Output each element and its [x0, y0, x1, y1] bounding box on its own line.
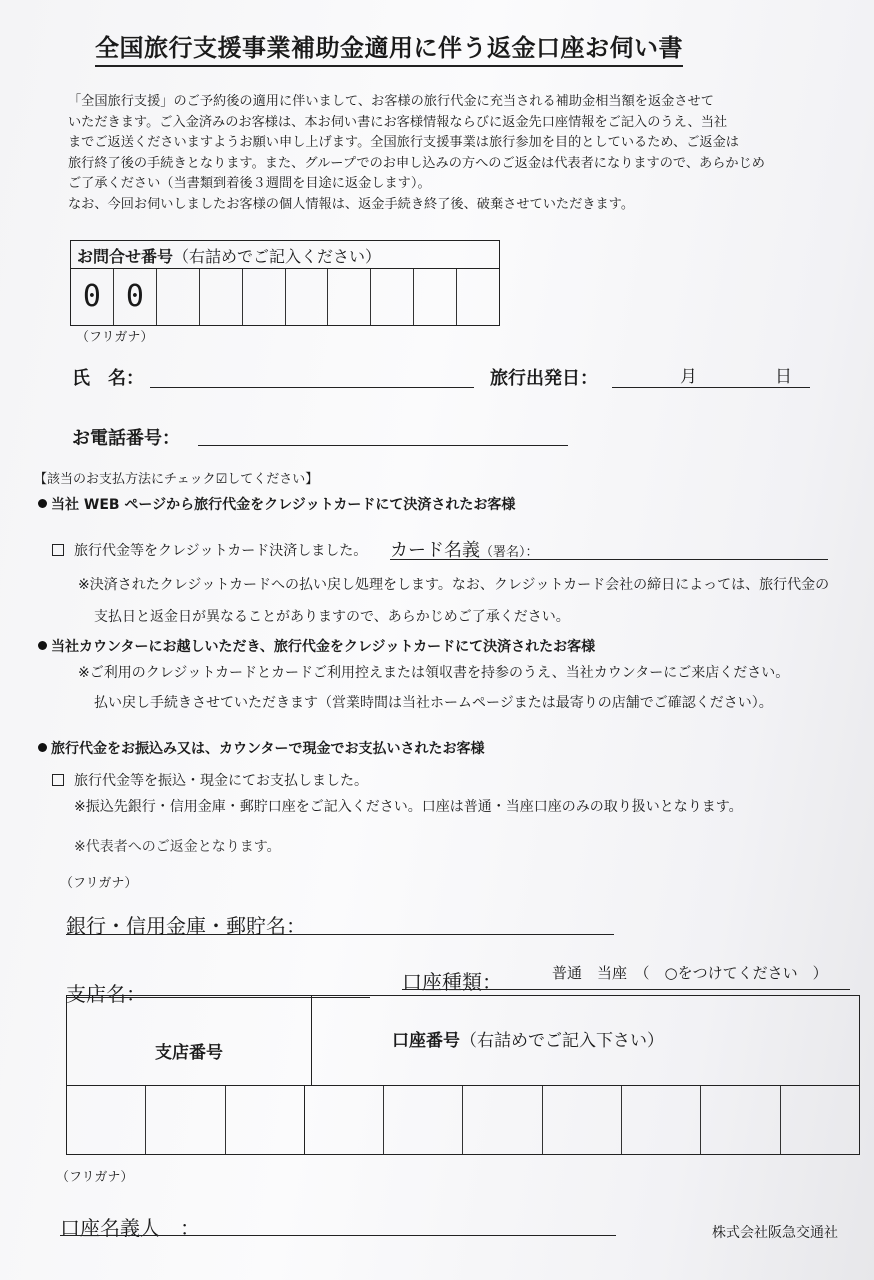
section-transfer-heading [38, 738, 484, 758]
card-name-field[interactable] [390, 536, 828, 560]
account-holder-field[interactable] [60, 1206, 616, 1236]
account-digit-cell[interactable] [305, 1086, 384, 1154]
phone-label: お電話番号： [72, 428, 180, 449]
section-web-heading [38, 494, 515, 514]
section-transfer-heading-text: 旅行代金をお振込み又は、カウンターで現金でお支払いされたお客様 [51, 741, 485, 757]
branch-name-label: 支店名： [66, 982, 146, 1006]
account-holder-label: 口座名義人 ： [60, 1216, 200, 1240]
web-note-line2: 支払日と返金日が異なることがありますので、あらかじめご了承ください。 [94, 609, 570, 625]
account-table-header [67, 996, 859, 1086]
name-label: 氏 名： [72, 368, 144, 389]
intro-line: いただきます。ご入金済みのお客様は、本お伺い書にお客様情報ならびに返金先口座情報をご記入のうえ、当社 [68, 114, 728, 130]
bullet-icon [38, 641, 47, 650]
section-counter-card-heading-text: 当社カウンターにお越しいただき、旅行代金をクレジットカードにて決済されたお客様 [51, 639, 596, 655]
inquiry-digit-cell[interactable] [200, 269, 243, 325]
bank-name-label: 銀行・信用金庫・郵貯名： [66, 914, 306, 938]
counter-card-note-line2: 払い戻し手続きさせていただきます（営業時間は当社ホームページまたは最寄りの店舗でご確認ください）。 [94, 695, 773, 711]
intro-line: 旅行終了後の手続きとなります。また、グループでのお申し込みの方へのご返金は代表者になりますので、あらかじめ [68, 155, 765, 171]
transfer-note-line1: ※振込先銀行・信用金庫・郵貯口座をご記入ください。口座は普通・当座口座のみの取り扱いとなります。 [74, 799, 743, 815]
account-digit-cell[interactable] [701, 1086, 780, 1154]
account-number-note: （右詰めでご記入下さい） [460, 1031, 664, 1051]
bank-name-field[interactable] [66, 905, 614, 935]
bullet-icon [38, 499, 47, 508]
account-type-label: 口座種類： [402, 970, 502, 994]
page-title: 全国旅行支援事業補助金適用に伴う返金口座お伺い書 [95, 28, 683, 67]
inquiry-digit-cell[interactable]: 0 [114, 269, 157, 325]
inquiry-digit-cell[interactable]: 0 [71, 269, 114, 325]
card-name-note: （署名）： [480, 545, 539, 560]
inquiry-digit-cell[interactable] [157, 269, 200, 325]
intro-line: までご返送くださいますようお願い申し上げます。全国旅行支援事業は旅行参加を目的としているため、ご返金は [68, 135, 739, 150]
inquiry-digit-cell[interactable] [371, 269, 414, 325]
account-table [66, 995, 860, 1155]
account-type-options[interactable]: 普通 当座 （ ○をつけてください ） [552, 964, 828, 982]
day-label: 日 [775, 367, 792, 387]
departure-date-label: 旅行出発日： [490, 368, 598, 389]
month-label: 月 [680, 367, 697, 387]
section-web-heading-text: 当社 WEB ページから旅行代金をクレジットカードにて決済されたお客様 [51, 497, 516, 513]
bullet-icon [38, 743, 47, 752]
account-digit-cell[interactable] [384, 1086, 463, 1154]
branch-number-header: 支店番号 [67, 996, 312, 1085]
web-note-line1: ※決済されたクレジットカードへの払い戻し処理をします。なお、クレジットカード会社の締日によっては、旅行代金の [78, 577, 830, 593]
inquiry-number-header [71, 241, 499, 269]
account-digit-cell[interactable] [781, 1086, 859, 1154]
transfer-checkbox-label: 旅行代金等を振込・現金にてお支払しました。 [74, 773, 368, 789]
inquiry-digit-cell[interactable] [457, 269, 499, 325]
inquiry-digit-cell[interactable] [286, 269, 329, 325]
branch-digit-cell[interactable] [226, 1086, 305, 1154]
intro-line: ご了承ください（当書類到着後３週間を目途に返金します）。 [68, 176, 431, 191]
transfer-checkbox[interactable] [52, 774, 64, 786]
account-digit-cell[interactable] [463, 1086, 542, 1154]
bank-furigana-label: （フリガナ） [60, 876, 138, 891]
web-card-checkbox[interactable] [52, 544, 64, 556]
inquiry-number-cells [71, 269, 499, 325]
transfer-note-line2: ※代表者へのご返金となります。 [74, 839, 281, 855]
intro-line: なお、今回お伺いしましたお客様の個人情報は、返金手続き終了後、破棄させていただきます。 [68, 196, 635, 212]
account-digit-cell[interactable] [543, 1086, 622, 1154]
account-number-label: 口座番号 [392, 1031, 460, 1051]
inquiry-digit-cell[interactable] [328, 269, 371, 325]
account-type-underline [402, 962, 850, 990]
web-card-checkbox-row [52, 540, 367, 560]
inquiry-digit-cell[interactable] [414, 269, 457, 325]
card-name-label: カード名義 [390, 540, 480, 561]
name-field[interactable] [150, 364, 474, 388]
section-counter-card-heading [38, 636, 595, 656]
payment-instruction: 【該当のお支払方法にチェック☑してください】 [34, 472, 319, 487]
inquiry-number-label: お問合せ番号 [77, 247, 174, 266]
branch-digit-cell[interactable] [67, 1086, 146, 1154]
branch-digit-cell[interactable] [146, 1086, 225, 1154]
account-digit-cell[interactable] [622, 1086, 701, 1154]
inquiry-number-box [70, 240, 500, 326]
company-name: 株式会社阪急交通社 [712, 1225, 838, 1241]
counter-card-note-line1: ※ご利用のクレジットカードとカードご利用控えまたは領収書を持参のうえ、当社カウンターにご来店ください。 [78, 665, 790, 681]
account-table-cells [67, 1086, 859, 1154]
phone-field[interactable] [198, 422, 568, 446]
transfer-checkbox-row [52, 770, 368, 790]
web-card-checkbox-label: 旅行代金等をクレジットカード決済しました。 [74, 543, 368, 559]
intro-text [68, 92, 828, 215]
name-furigana-label: （フリガナ） [76, 330, 154, 345]
inquiry-number-note: （右詰めでご記入ください） [173, 247, 382, 266]
intro-line: 「全国旅行支援」のご予約後の適用に伴いまして、お客様の旅行代金に充当される補助金相当額を返金させて [68, 94, 714, 109]
account-number-header [312, 996, 859, 1085]
inquiry-digit-cell[interactable] [243, 269, 286, 325]
holder-furigana-label: （フリガナ） [56, 1170, 134, 1185]
branch-name-field[interactable] [66, 970, 370, 998]
